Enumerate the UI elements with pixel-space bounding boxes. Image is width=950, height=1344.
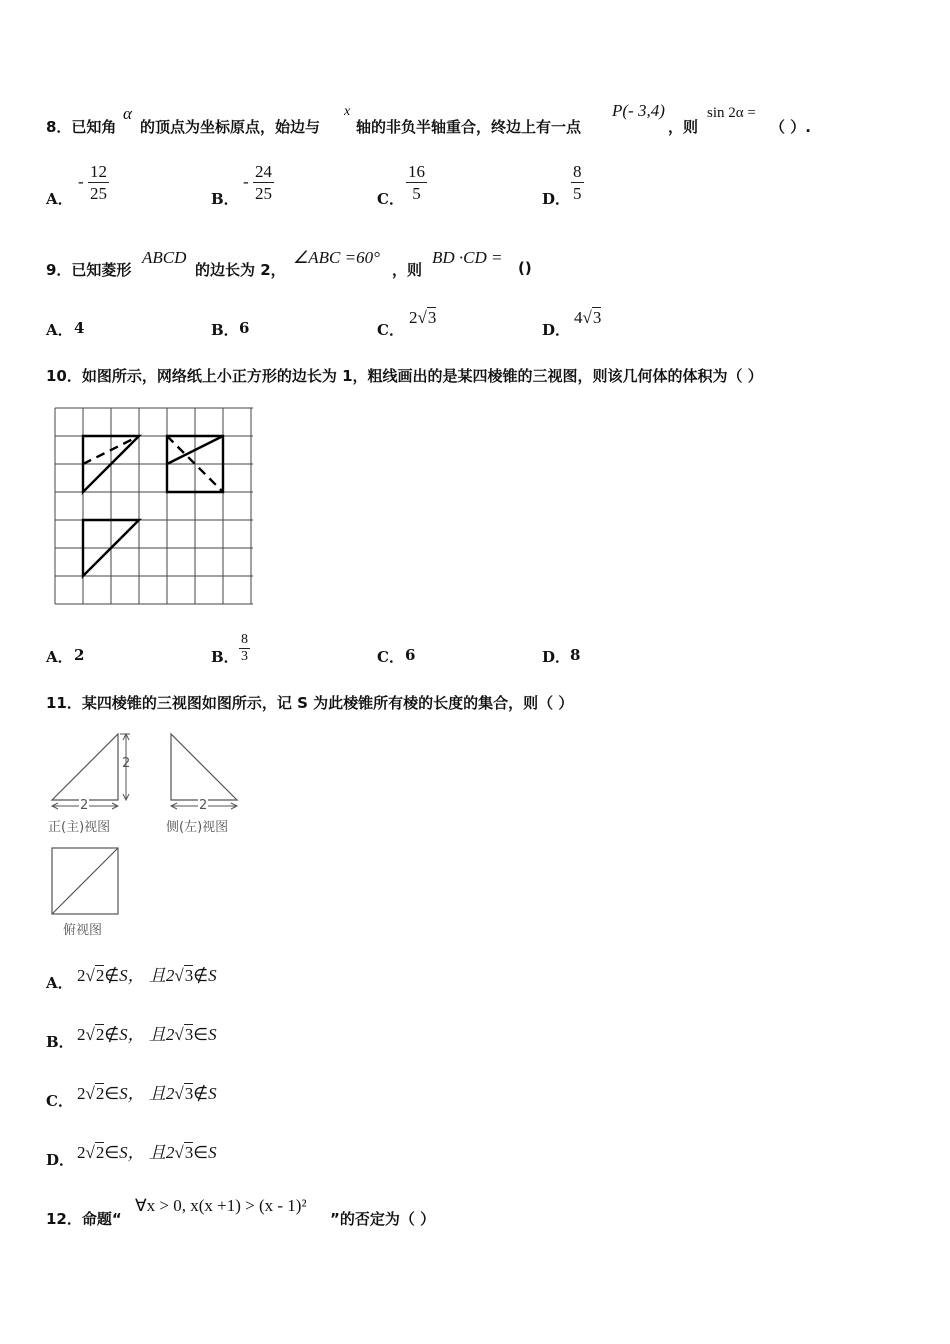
option-label: B． (211, 190, 239, 208)
set-symbol: S (208, 1143, 217, 1162)
numerator: 8 (573, 162, 582, 181)
middle-text: S， 且2 (119, 1084, 175, 1103)
q8-stem-mid1: 的顶点为坐标原点，始边与 (140, 118, 321, 136)
option-label: A． (46, 648, 73, 666)
radicand: 3 (427, 308, 437, 327)
coef-1: 2 (77, 1084, 86, 1103)
radicand-2: 3 (184, 1084, 194, 1103)
q8-stem-prefix: 8．已知角 (46, 118, 117, 136)
q9-stem-mid2: ，则 (392, 261, 423, 279)
option-expression: 2√2∈S， 且2√3∈S (77, 1143, 217, 1162)
q9-expr: BD ·CD = (432, 248, 503, 267)
radicand-2: 3 (184, 966, 194, 985)
radicand-1: 2 (95, 1025, 105, 1044)
set-symbol: S (208, 1084, 217, 1103)
radicand: 3 (592, 308, 602, 327)
minus-sign: - (243, 172, 249, 191)
relation-1: ∈ (104, 1143, 120, 1162)
denominator: 5 (573, 184, 582, 203)
option-value: 8 (570, 646, 581, 664)
q12-stem-end: ”的否定为（ ） (330, 1210, 436, 1228)
middle-text: S， 且2 (119, 966, 175, 985)
relation-1: ∈ (104, 1084, 120, 1103)
q8-x: x (344, 104, 351, 119)
q10-stem: 10．如图所示，网络纸上小正方形的边长为 1，粗线画出的是某四棱锥的三视图，则该几何体的体积为（ ） (46, 367, 763, 385)
q8-stem-end: （ ）. (770, 118, 811, 136)
q11-front-width-label: 2 (80, 798, 89, 813)
option-label: D． (542, 321, 571, 339)
q9-stem-prefix: 9．已知菱形 (46, 261, 132, 279)
q11-front-caption: 正(主)视图 (48, 820, 111, 835)
option-value: 4 (74, 319, 85, 337)
option-expression: 2√2∉S， 且2√3∈S (77, 1025, 217, 1044)
option-label: D． (46, 1151, 75, 1169)
q9-stem-mid1: 的边长为 2， (195, 261, 286, 279)
set-symbol: S (208, 966, 217, 985)
radicand-1: 2 (95, 1143, 105, 1162)
q12-stem-prefix: 12．命题“ (46, 1210, 122, 1228)
option-expression: 2√2∈S， 且2√3∉S (77, 1084, 217, 1103)
option-label: A． (46, 974, 73, 992)
q12-expr: ∀x > 0, x(x +1) > (x - 1)² (135, 1196, 307, 1215)
option-label: A． (46, 321, 73, 339)
radicand-2: 3 (184, 1143, 194, 1162)
numerator: 12 (90, 162, 107, 181)
radicand-1: 2 (95, 1084, 105, 1103)
fraction (239, 632, 250, 665)
denominator: 3 (241, 649, 248, 664)
relation-2: ∈ (193, 1143, 209, 1162)
q11-side-width-label: 2 (199, 798, 208, 813)
coefficient: 4 (574, 308, 583, 327)
denominator: 5 (412, 184, 421, 203)
relation-2: ∉ (193, 966, 209, 985)
option-label: B． (211, 648, 239, 666)
fraction (571, 162, 584, 205)
set-symbol: S (208, 1025, 217, 1044)
coef-1: 2 (77, 1143, 86, 1162)
relation-1: ∉ (104, 966, 120, 985)
sqrt-expression: 4√3 (574, 308, 602, 327)
option-label: C． (46, 1092, 73, 1110)
q11-top-view (50, 846, 120, 916)
relation-1: ∉ (104, 1025, 120, 1044)
q11-side-caption: 侧(左)视图 (166, 820, 229, 835)
radicand-2: 3 (184, 1025, 194, 1044)
relation-2: ∉ (193, 1084, 209, 1103)
middle-text: S， 且2 (119, 1025, 175, 1044)
fraction (253, 162, 274, 205)
coefficient: 2 (409, 308, 418, 327)
option-label: A． (46, 190, 73, 208)
q9-stem-end: () (518, 259, 532, 277)
numerator: 8 (241, 632, 248, 647)
sqrt-expression: 2√3 (409, 308, 437, 327)
fraction (88, 162, 109, 205)
option-value: 6 (239, 319, 250, 337)
option-label: B． (211, 321, 239, 339)
option-label: D． (542, 190, 571, 208)
q10-three-view-grid-figure (52, 405, 256, 609)
coef-1: 2 (77, 1025, 86, 1044)
radicand-1: 2 (95, 966, 105, 985)
denominator: 25 (90, 184, 107, 203)
middle-text: S， 且2 (119, 1143, 175, 1162)
fraction (406, 162, 427, 205)
option-expression: 2√2∉S， 且2√3∉S (77, 966, 217, 985)
numerator: 16 (408, 162, 425, 181)
relation-2: ∈ (193, 1025, 209, 1044)
q11-height-label: 2 (122, 756, 131, 771)
option-label: B． (46, 1033, 74, 1051)
option-label: C． (377, 190, 404, 208)
option-label: C． (377, 321, 404, 339)
q8-stem-mid2: 轴的非负半轴重合，终边上有一点 (356, 118, 582, 136)
minus-sign: - (78, 172, 84, 191)
coef-1: 2 (77, 966, 86, 985)
q8-alpha: α (123, 104, 132, 123)
q9-abcd: ABCD (142, 248, 187, 267)
numerator: 24 (255, 162, 272, 181)
option-value: 6 (405, 646, 416, 664)
denominator: 25 (255, 184, 272, 203)
q11-stem: 11．某四棱锥的三视图如图所示，记 S 为此棱锥所有棱的长度的集合，则（ ） (46, 694, 574, 712)
option-label: C． (377, 648, 404, 666)
option-value: 2 (74, 646, 85, 664)
q8-stem-mid3: ，则 (668, 118, 699, 136)
q8-point: P(- 3,4) (612, 101, 665, 120)
option-label: D． (542, 648, 571, 666)
q8-expr: sin 2α = (707, 105, 756, 121)
q11-top-caption: 俯视图 (63, 923, 103, 938)
q9-angle: ∠ABC =60° (293, 248, 380, 267)
